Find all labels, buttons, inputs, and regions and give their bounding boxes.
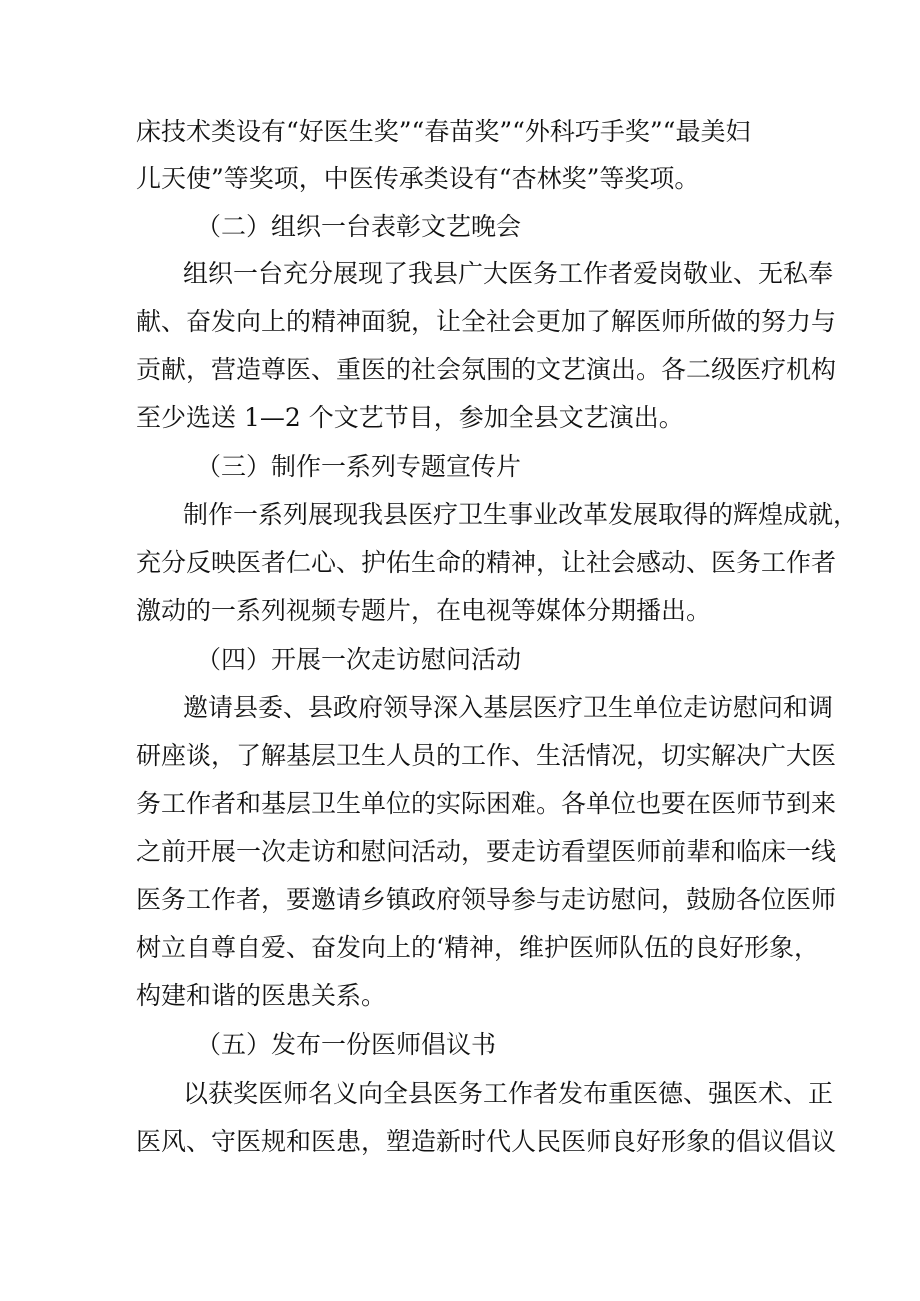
section-heading: （四）开展一次走访慰问活动 xyxy=(196,645,522,674)
body-text-line: 树立自尊自爱、奋发向上的‘精神，维护医师队伍的良好形象， xyxy=(136,933,819,962)
paragraph-first-line: 组织一台充分展现了我县广大医务工作者爱岗敬业、无私奉 xyxy=(183,259,834,288)
body-text-line: 献、奋发向上的精神面貌，让全社会更加了解医师所做的努力与 xyxy=(136,307,837,336)
body-text-line: 至少选送 1—2 个文艺节目，参加全县文艺演出。 xyxy=(136,403,684,432)
body-text-line: 医务工作者，要邀请乡镇政府领导参与走访慰问，鼓励各位医师 xyxy=(136,885,837,914)
paragraph-first-line: 以获奖医师名义向全县医务工作者发布重医德、强医术、正 xyxy=(183,1079,834,1108)
body-text-line: 激动的一系列视频专题片，在电视等媒体分期播出。 xyxy=(136,596,712,625)
body-text-line: 构建和谐的医患关系。 xyxy=(136,981,387,1010)
body-text-line: 贡献，营造尊医、重医的社会氛围的文艺演出。各二级医疗机构 xyxy=(136,355,837,384)
body-text-line: 之前开展一次走访和慰问活动，要走访看望医师前辈和临床一线 xyxy=(136,837,837,866)
body-text-line: 充分反映医者仁心、护佑生命的精神，让社会感动、医务工作者 xyxy=(136,548,837,577)
section-heading: （二）组织一台表彰文艺晚会 xyxy=(196,212,522,241)
paragraph-first-line: 邀请县委、县政府领导深入基层医疗卫生单位走访慰问和调 xyxy=(183,693,834,722)
paragraph-first-line: 制作一系列展现我县医疗卫生事业改革发展取得的辉煌成就， xyxy=(183,500,859,529)
body-text-line: 床技术类设有“好医生奖”“春苗奖”“外科巧手奖”“最美妇 xyxy=(136,117,751,146)
body-text-line: 务工作者和基层卫生单位的实际困难。各单位也要在医师节到来 xyxy=(136,789,837,818)
body-text-line: 儿天使”等奖项，中医传承类设有“杏林奖”等奖项。 xyxy=(136,164,700,193)
body-text-line: 研座谈，了解基层卫生人员的工作、生活情况，切实解决广大医 xyxy=(136,741,837,770)
body-text-line: 医风、守医规和医患，塑造新时代人民医师良好形象的倡议倡议 xyxy=(136,1127,837,1156)
section-heading: （三）制作一系列专题宣传片 xyxy=(196,452,522,481)
section-heading: （五）发布一份医师倡议书 xyxy=(196,1030,497,1059)
